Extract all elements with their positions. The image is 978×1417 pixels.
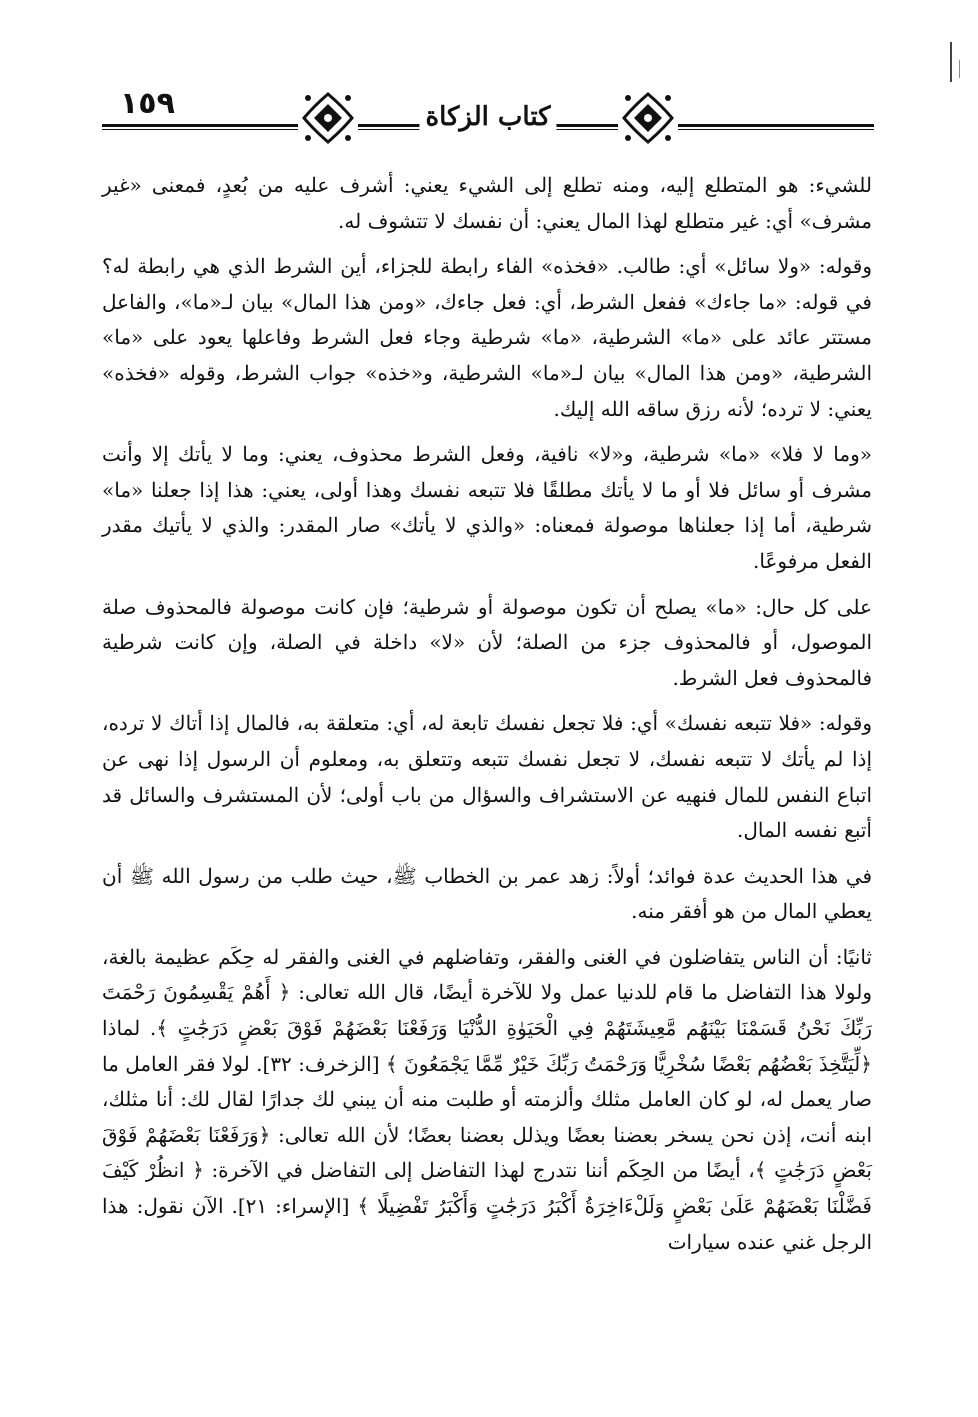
paragraph-4: على كل حال: «ما» يصلح أن تكون موصولة أو شرطية؛ فإن كانت موصولة فالمحذوف صلة الموصول، أو فالمحذوف جزء من الصلة؛ لأن «لا» داخلة في الصلة، وإن كانت شرطية فالمحذوف فعل الشرط.: [102, 594, 872, 690]
page-header: [102, 82, 874, 162]
page-edge-mark: [950, 42, 952, 82]
paragraph-5: وقوله: «فلا تتبعه نفسك» أي: فلا تجعل نفسك تابعة له، أي: متعلقة به، فالمال إذا أتاك لا ترده، إذا لم يأتك لا تتبعه نفسك، لا تجعل نفسك تتبعه وتتعلق به، ومعلوم أن الرسول إذا نهى عن اتباع النفس للمال فنهيه عن الاستشراف والسؤال من باب أولى؛ لأن المستشرف والسائل قد أتبع نفسه المال.: [102, 711, 872, 843]
chapter-title: كتاب الزكاة: [419, 102, 556, 132]
paragraph-3: «وما لا فلا» «ما» شرطية، و«لا» نافية، وفعل الشرط محذوف، يعني: وما لا يأتك إلا وأنت مشرف أو سائل فلا أو ما لا يأتك مطلقًا فلا تتبعه نفسك وهذا أولى، يعني: هذا إذا جعلنا «ما» شرطية، أما إذا جعلناها موصولة فمعناه: «والذي لا يأتك» صار المقدر: والذي لا يأتيك مقدر الفعل مرفوعًا.: [102, 442, 872, 573]
ornament-right-icon: [618, 88, 678, 148]
ornament-left-icon: [298, 88, 358, 148]
paragraph-2: وقوله: «ولا سائل» أي: طالب. «فخذه» الفاء رابطة للجزاء، أين الشرط الذي هي رابطة له؟ في قوله: «ما جاءك» ففعل الشرط، أي: فعل جاءك، «ومن هذا المال» بيان لـ«ما»، والفاعل مستتر عائد على «ما» الشرطية، «ما» شرطية وجاء فعل الشرط وفاعلها يعود على «ما» الشرطية، «ومن هذا المال» بيان لـ«ما» الشرطية، و«خذه» جواب الشرط، وقوله «فخذه» يعني: لا ترده؛ لأنه رزق ساقه الله إليك.: [102, 254, 872, 421]
page-number: ١٥٩: [120, 86, 175, 121]
paragraph-6: في هذا الحديث عدة فوائد؛ أولاً: زهد عمر بن الخطاب ﷺ، حيث طلب من رسول الله ﷺ أن يعطي المال من هو أفقر منه.: [102, 863, 872, 924]
paragraph-7: ثانيًا: أن الناس يتفاضلون في الغنى والفقر، وتفاضلهم في الغنى والفقر له حِكَم عظيمة بالغة، ولولا هذا التفاضل ما قام للدنيا عمل ولا للآخرة أيضًا، قال الله تعالى: ﴿ أَهُمْ يَقْسِمُونَ رَحْمَتَ رَبِّكَ نَحْنُ قَسَمْنَا بَيْنَهُم مَّعِيشَتَهُمْ فِي الْحَيَوٰةِ الدُّنْيَا وَرَفَعْنَا بَعْضَهُمْ فَوْقَ بَعْضٍ دَرَجَٰتٍ ﴾. لماذا ﴿لِّيَتَّخِذَ بَعْضُهُم بَعْضًا سُخْرِيًّا وَرَحْمَتُ رَبِّكَ خَيْرٌ مِّمَّا يَجْمَعُونَ ﴾ [الزخرف: ٣٢]. لولا فقر العامل ما صار يعمل له، لو كان العامل مثلك وألزمته أو طلبت منه أن يبني لك جدارًا لقال لك: أنا مثلك، ابنه أنت، إذن نحن يسخر بعضنا بعضًا ويذلل بعضنا بعضًا؛ لأن الله تعالى: ﴿وَرَفَعْنَا بَعْضَهُمْ فَوْقَ بَعْضٍ دَرَجَٰتٍ ﴾، أيضًا من الحِكَم أننا نتدرج لهذا التفاضل إلى التفاضل في الآخرة: ﴿ انظُرْ كَيْفَ فَضَّلْنَا بَعْضَهُمْ عَلَىٰ بَعْضٍ وَلَلْءَاخِرَةُ أَكْبَرُ دَرَجَٰتٍ وَأَكْبَرُ تَفْضِيلًا ﴾ [الإسراء: ٢١]. الآن نقول: هذا الرجل غني عنده سيارات: [102, 944, 872, 1254]
paragraph-1: للشيء: هو المتطلع إليه، ومنه تطلع إلى الشيء يعني: أشرف عليه من بُعدٍ، فمعنى «غير مشرف» أي: غير متطلع لهذا المال يعني: أن نفسك لا تتشوف له.: [102, 173, 872, 233]
page-body: [102, 168, 872, 1260]
page-edge-mark-small: [959, 60, 960, 78]
